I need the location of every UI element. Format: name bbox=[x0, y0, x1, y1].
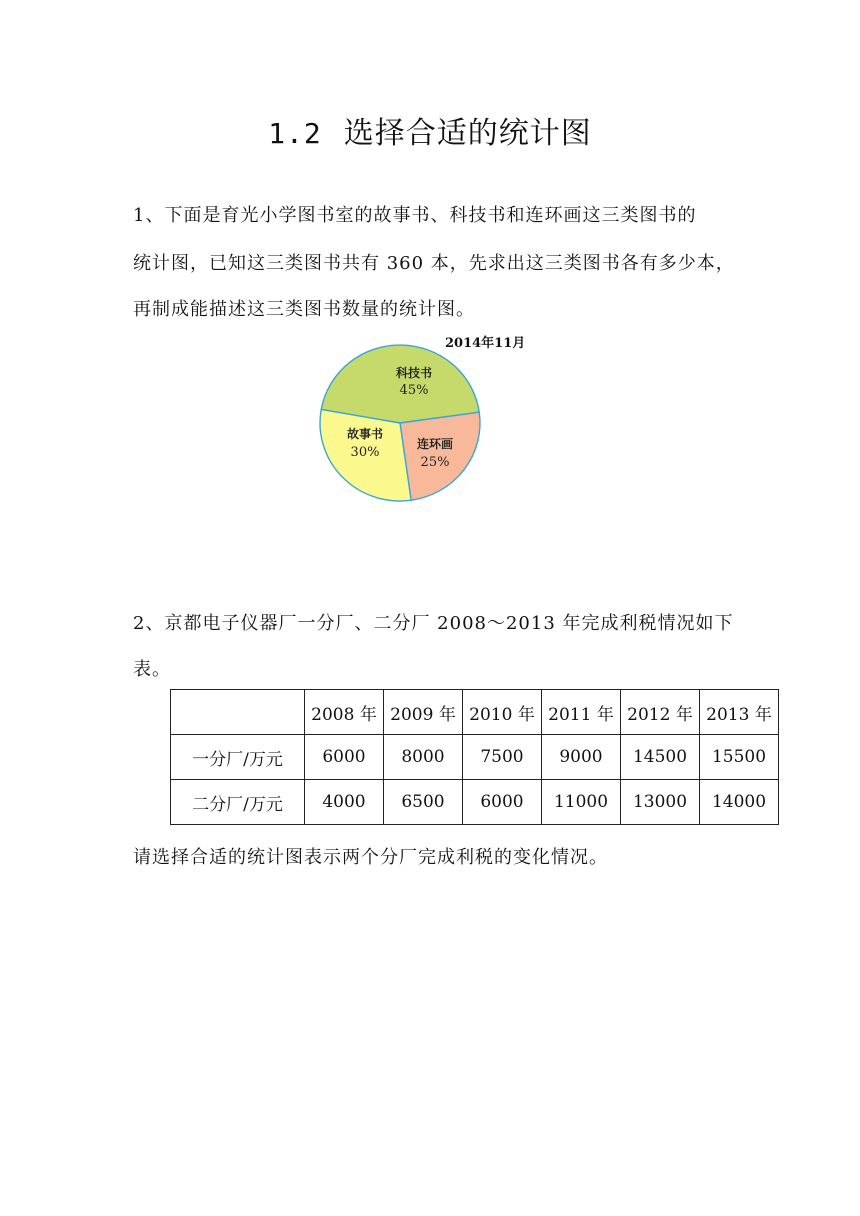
table-cell: 6500 bbox=[384, 780, 463, 825]
table-header-2011: 2011 年 bbox=[542, 690, 621, 735]
section-number: 1.2 bbox=[268, 117, 322, 150]
pie-chart-svg bbox=[318, 330, 538, 510]
table-cell: 13000 bbox=[621, 780, 700, 825]
question-2-line-1: 2、京都电子仪器厂一分厂、二分厂 2008～2013 年完成利税情况如下 bbox=[133, 613, 734, 634]
question-2-line-2: 表。 bbox=[133, 659, 171, 680]
question-1-line-1: 1、下面是育光小学图书室的故事书、科技书和连环画这三类图书的 bbox=[133, 205, 697, 226]
page-title bbox=[0, 108, 860, 152]
pie-chart bbox=[318, 330, 538, 510]
question-2-instruction: 请选择合适的统计图表示两个分厂完成利税的变化情况。 bbox=[133, 847, 608, 868]
table-row bbox=[171, 735, 779, 780]
table-cell: 11000 bbox=[542, 780, 621, 825]
table-cell: 15500 bbox=[700, 735, 779, 780]
table-header-2008: 2008 年 bbox=[305, 690, 384, 735]
table-cell: 7500 bbox=[463, 735, 542, 780]
table-header-row bbox=[171, 690, 779, 735]
table-row-label: 一分厂/万元 bbox=[171, 735, 305, 780]
section-title: 选择合适的统计图 bbox=[343, 116, 592, 151]
pie-chart-title: 2014年11月 bbox=[445, 336, 526, 351]
pie-label-lianhuanhua: 连环画 bbox=[416, 437, 454, 451]
table-cell: 14000 bbox=[700, 780, 779, 825]
table-cell: 9000 bbox=[542, 735, 621, 780]
pie-value-lianhuanhua: 25% bbox=[420, 455, 450, 470]
pie-value-keji: 45% bbox=[399, 383, 429, 398]
question-1-line-2: 统计图，已知这三类图书共有 360 本，先求出这三类图书各有多少本， bbox=[133, 253, 735, 274]
table-header-2009: 2009 年 bbox=[384, 690, 463, 735]
pie-label-gushi: 故事书 bbox=[346, 427, 384, 441]
pie-label-keji: 科技书 bbox=[395, 366, 433, 380]
table-cell: 8000 bbox=[384, 735, 463, 780]
table-header-2013: 2013 年 bbox=[700, 690, 779, 735]
table-cell: 6000 bbox=[305, 735, 384, 780]
table-header-2012: 2012 年 bbox=[621, 690, 700, 735]
table-cell: 6000 bbox=[463, 780, 542, 825]
table-cell: 14500 bbox=[621, 735, 700, 780]
table-row-label: 二分厂/万元 bbox=[171, 780, 305, 825]
table-corner-cell bbox=[171, 690, 305, 735]
table-cell: 4000 bbox=[305, 780, 384, 825]
profit-table bbox=[170, 689, 779, 825]
table-row bbox=[171, 780, 779, 825]
table-header-2010: 2010 年 bbox=[463, 690, 542, 735]
question-1-line-3: 再制成能描述这三类图书数量的统计图。 bbox=[133, 299, 475, 320]
pie-value-gushi: 30% bbox=[350, 445, 380, 460]
